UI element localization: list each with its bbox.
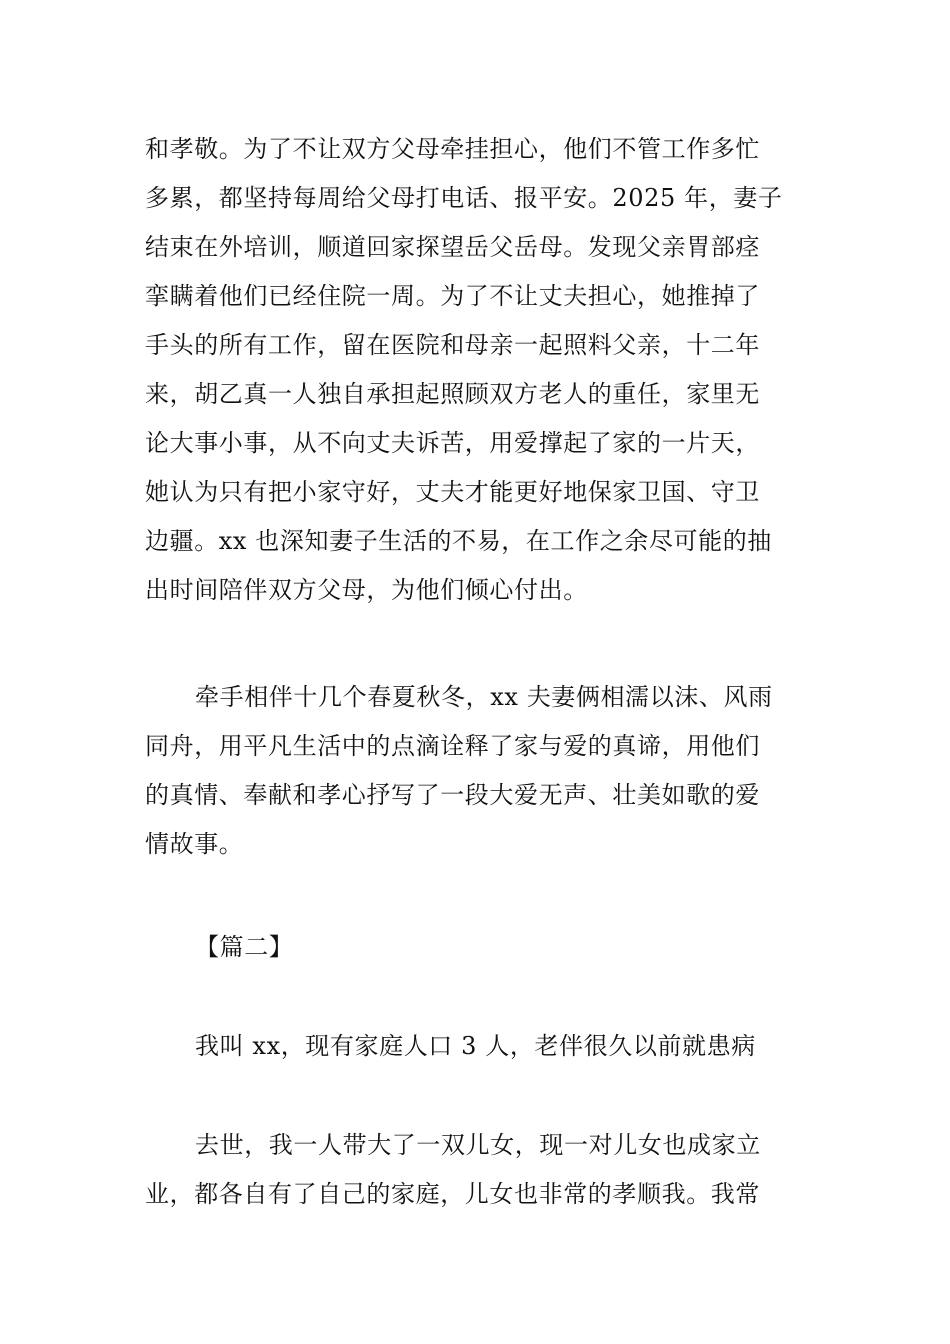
section-heading: 【篇二】: [195, 933, 294, 961]
paragraph-1-line-7: 论大事小事，从不向丈夫诉苦，用爱撑起了家的一片天，: [145, 429, 760, 457]
paragraph-1-line-4: 挛瞒着他们已经住院一周。为了不让丈夫担心，她推掉了: [145, 282, 760, 310]
paragraph-1-line-1: 和孝敬。为了不让双方父母牵挂担心，他们不管工作多忙: [145, 135, 760, 163]
paragraph-1-line-10: 出时间陪伴双方父母，为他们倾心付出。: [145, 576, 588, 604]
paragraph-4-line-2: 业，都各自有了自己的家庭，儿女也非常的孝顺我。我常: [145, 1180, 760, 1208]
paragraph-2-line-4: 情故事。: [145, 830, 244, 858]
paragraph-2-line-2: 同舟，用平凡生活中的点滴诠释了家与爱的真谛，用他们: [145, 732, 760, 760]
paragraph-1-line-9: 边疆。xx 也深知妻子生活的不易，在工作之余尽可能的抽: [145, 527, 772, 555]
paragraph-3-line-1: 我叫 xx，现有家庭人口 3 人，老伴很久以前就患病: [195, 1032, 756, 1060]
paragraph-1-line-2: 多累，都坚持每周给父母打电话、报平安。2025 年，妻子: [145, 184, 783, 212]
paragraph-1-line-6: 来，胡乙真一人独自承担起照顾双方老人的重任，家里无: [145, 380, 760, 408]
paragraph-1-line-8: 她认为只有把小家守好，丈夫才能更好地保家卫国、守卫: [145, 478, 760, 506]
paragraph-1-line-5: 手头的所有工作，留在医院和母亲一起照料父亲，十二年: [145, 331, 760, 359]
paragraph-2-line-1: 牵手相伴十几个春夏秋冬，xx 夫妻俩相濡以沫、风雨: [195, 683, 773, 711]
paragraph-1-line-3: 结束在外培训，顺道回家探望岳父岳母。发现父亲胃部痉: [145, 233, 760, 261]
paragraph-2-line-3: 的真情、奉献和孝心抒写了一段大爱无声、壮美如歌的爱: [145, 781, 760, 809]
paragraph-4-line-1: 去世，我一人带大了一双儿女，现一对儿女也成家立: [195, 1131, 761, 1159]
